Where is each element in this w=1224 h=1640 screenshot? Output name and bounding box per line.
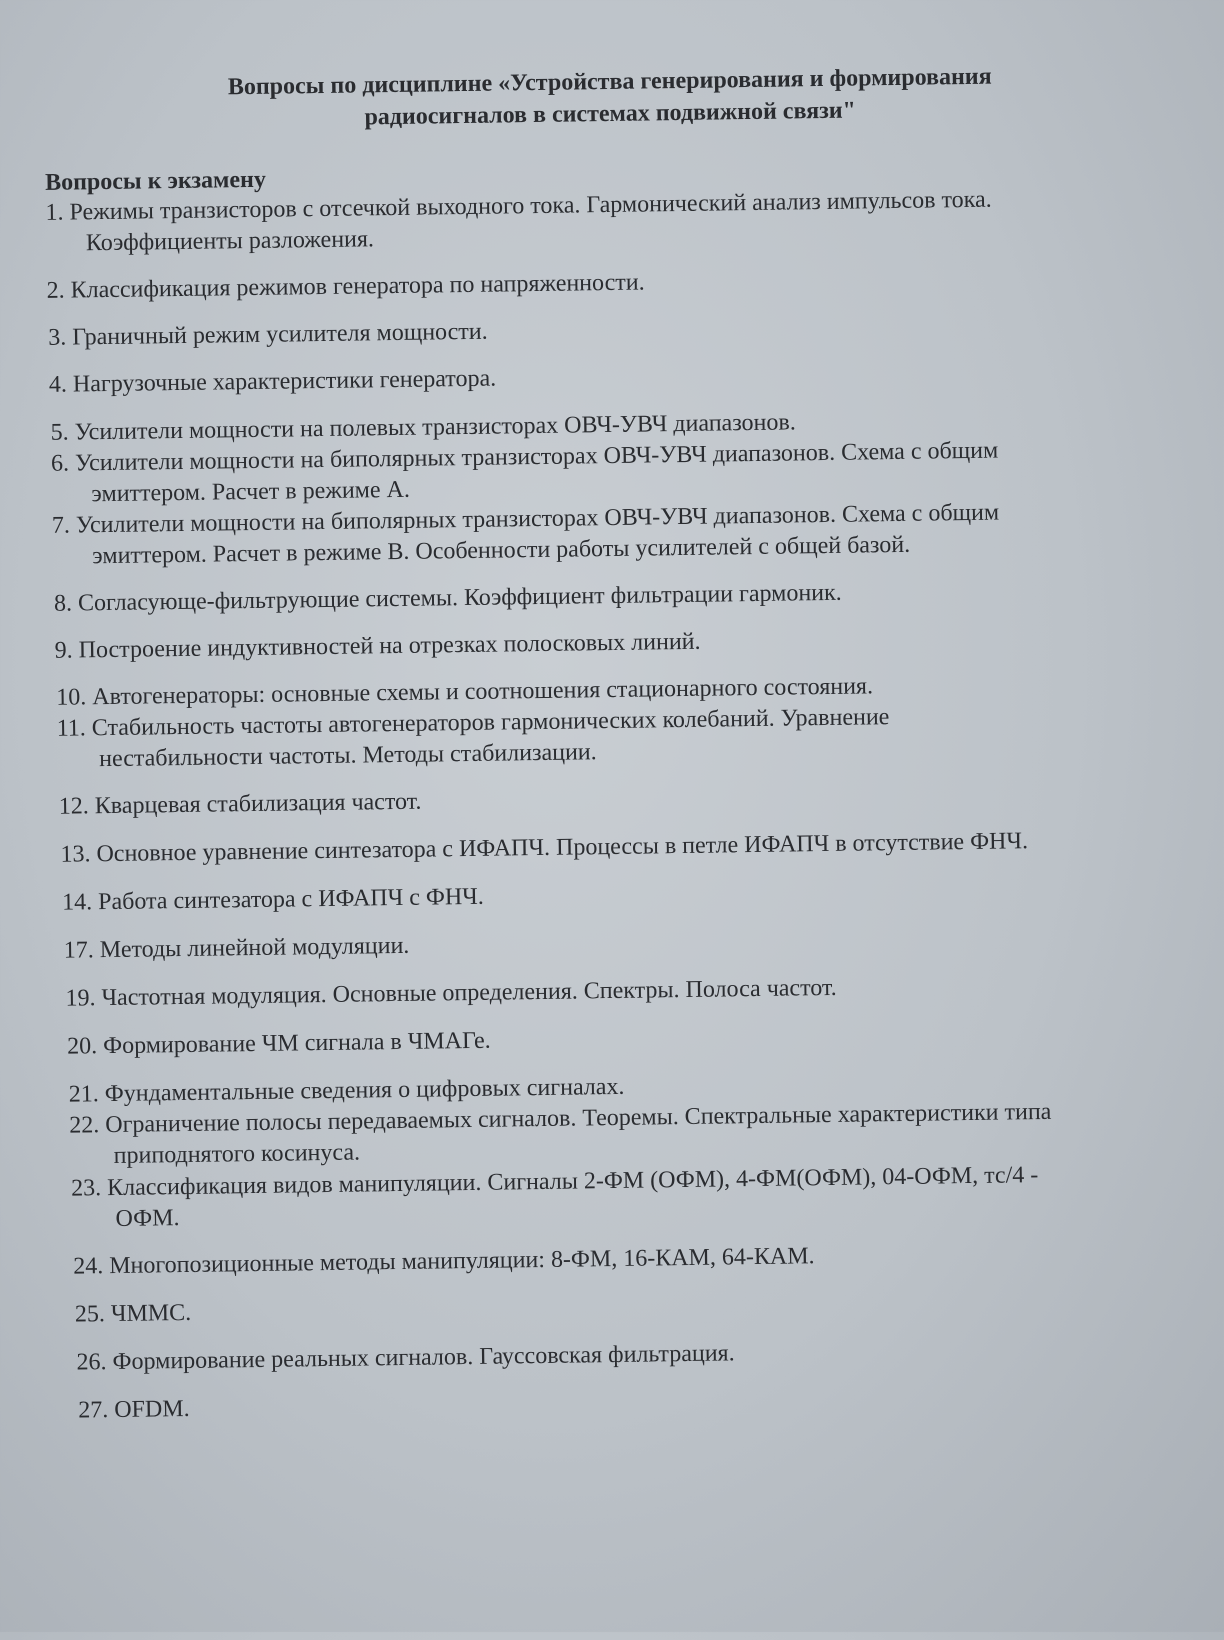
question-text: Фундаментальные сведения о цифровых сигналах. — [104, 1073, 625, 1108]
question-text: Построение индуктивностей на отрезках полосковых линий. — [78, 628, 701, 664]
question-number: 17. — [63, 937, 95, 964]
question-item — [75, 1298, 192, 1331]
question-text-continued: нестабильности частоты. Методы стабилизации. — [98, 739, 597, 773]
question-text: Классификация видов манипуляции. Сигналы 2-ФМ (ОФМ), 4-ФМ(ОФМ), 04-ОФМ, тс/4 - — [106, 1162, 1039, 1202]
question-text: Формирование реальных сигналов. Гауссовская фильтрация. — [112, 1340, 735, 1376]
question-text: ЧММС. — [110, 1299, 192, 1328]
question-number: 7. — [51, 512, 71, 539]
question-text-continued: ОФМ. — [115, 1205, 180, 1232]
question-number: 12. — [58, 793, 89, 820]
question-item — [78, 1394, 190, 1427]
question-text: Усилители мощности на биполярных транзисторах ОВЧ-УВЧ диапазонов. Схема с общим — [74, 437, 999, 477]
question-text: Стабильность частоты автогенераторов гармонических колебаний. Уравнение — [91, 704, 890, 742]
question-item — [54, 578, 842, 620]
question-text-continued: эмиттером. Расчет в режиме В. Особенности работы усилителей с общей базой. — [92, 531, 911, 570]
question-number: 8. — [53, 590, 73, 617]
question-text: Усилители мощности на полевых транзисторах ОВЧ-УВЧ диапазонов. — [74, 409, 796, 446]
question-number: 3. — [48, 324, 67, 351]
question-item — [62, 882, 484, 919]
question-text-continued: эмиттером. Расчет в режиме А. — [91, 476, 411, 508]
question-number: 2. — [46, 277, 65, 304]
question-text: Работа синтезатора с ИФАПЧ с ФНЧ. — [97, 883, 484, 916]
question-number: 19. — [65, 985, 96, 1012]
question-item — [76, 1338, 734, 1378]
question-number: 10. — [56, 684, 87, 711]
question-text: Кварцевая стабилизация частот. — [94, 788, 422, 820]
question-number: 14. — [61, 889, 93, 916]
question-item — [52, 498, 1000, 573]
question-item — [65, 973, 837, 1015]
question-item — [54, 627, 700, 667]
question-text: OFDM. — [114, 1395, 190, 1424]
title-line-1: Вопросы по дисциплине «Устройства генерирования и формирования — [227, 63, 992, 101]
question-text-continued: Коэффициенты разложения. — [85, 226, 375, 257]
question-number: 24. — [73, 1253, 104, 1280]
question-number: 22. — [69, 1112, 100, 1139]
question-item — [57, 702, 890, 776]
question-text: Классификация режимов генератора по напряженности. — [70, 269, 645, 304]
document-title — [140, 59, 1081, 136]
question-text: Режимы транзисторов с отсечкой выходного тока. Гармонический анализ импульсов тока. — [69, 186, 992, 226]
question-text: Основное уравнение синтезатора с ИФАПЧ. Процессы в петле ИФАПЧ в отсутствие ФНЧ. — [96, 828, 1029, 868]
question-item — [64, 931, 410, 967]
question-item — [46, 267, 644, 306]
question-item — [49, 364, 497, 401]
question-number: 1. — [45, 199, 64, 226]
question-number: 21. — [68, 1081, 100, 1108]
question-number: 25. — [74, 1301, 106, 1328]
question-number: 23. — [70, 1175, 102, 1202]
question-item — [48, 317, 488, 354]
question-number: 26. — [76, 1349, 107, 1376]
question-number: 27. — [78, 1397, 109, 1424]
question-text: Согласующе-фильтрующие системы. Коэффициент фильтрации гармоник. — [77, 579, 842, 617]
question-text: Ограничение полосы передаваемых сигналов. Теоремы. Спектральные характеристики типа — [105, 1098, 1052, 1139]
question-number: 4. — [48, 371, 68, 398]
question-text: Частотная модуляция. Основные определения. Спектры. Полоса частот. — [101, 974, 837, 1012]
question-number: 5. — [50, 419, 69, 446]
question-item — [71, 1160, 1039, 1235]
question-text: Многопозиционные методы манипуляции: 8-ФМ, 16-КАМ, 64-КАМ. — [109, 1243, 815, 1280]
question-text: Формирование ЧМ сигнала в ЧМАГе. — [102, 1027, 491, 1060]
section-heading: Вопросы к экзамену — [44, 166, 267, 196]
question-item — [60, 826, 1028, 871]
question-text: Автогенераторы: основные схемы и соотношения стационарного состояния. — [92, 673, 874, 711]
question-number: 11. — [56, 715, 87, 742]
title-line-2: радиосигналов в системах подвижной связи" — [364, 97, 857, 131]
question-item — [67, 1026, 491, 1063]
question-text: Усилители мощности на биполярных транзисторах ОВЧ-УВЧ диапазонов. Схема с общим — [75, 499, 1000, 539]
question-item — [59, 787, 422, 823]
question-item — [45, 185, 992, 260]
question-text: Граничный режим усилителя мощности. — [72, 318, 488, 351]
question-number: 20. — [66, 1033, 98, 1060]
question-text-continued: приподнятого косинуса. — [113, 1139, 361, 1169]
question-number: 6. — [50, 450, 70, 477]
question-text: Методы линейной модуляции. — [99, 932, 410, 964]
question-number: 13. — [60, 841, 91, 868]
question-number: 9. — [54, 637, 73, 664]
question-text: Нагрузочные характеристики генератора. — [72, 365, 497, 398]
question-item — [73, 1241, 815, 1282]
